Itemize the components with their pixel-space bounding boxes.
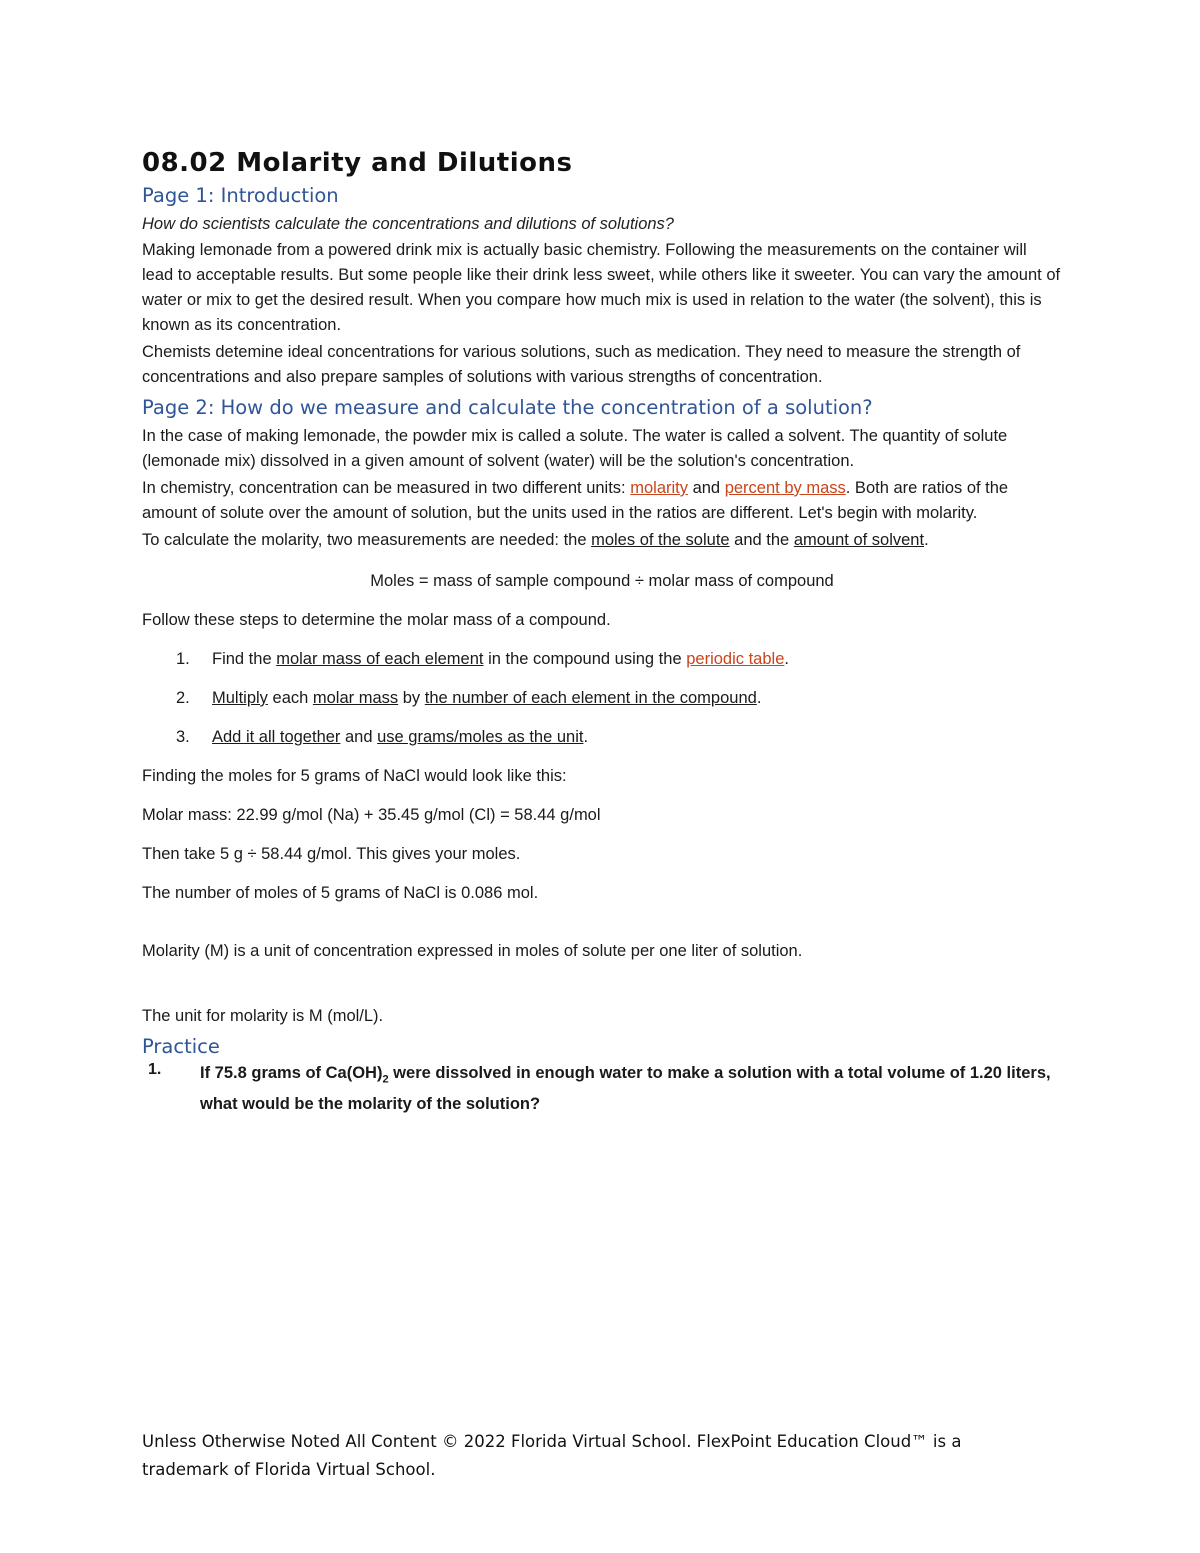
example-result: The number of moles of 5 grams of NaCl is 0.086 mol. [142, 884, 539, 902]
periodic-table-link[interactable]: periodic table [686, 650, 785, 668]
step-text: Find the molar mass of each element in the compound using the periodic table. [212, 650, 789, 668]
list-item [142, 647, 1062, 672]
section-heading-introduction: Page 1: Introduction [142, 184, 339, 207]
list-item [142, 686, 1062, 711]
molar-mass-steps-list [142, 647, 1062, 750]
example-intro: Finding the moles for 5 grams of NaCl would look like this: [142, 767, 567, 785]
intro-paragraph-1: Making lemonade from a powered drink mix is actually basic chemistry. Following the measurements on the container will lead to acceptable results. But some people like their drink less sweet, while others like it sweeter. You can vary the amount of water or mix to get the desired result. When you compare how much mix is used in relation to the water (the solvent), this is known as its concentration. [142, 241, 1061, 334]
amount-of-solvent-term: amount of solvent [793, 531, 925, 549]
section-heading-concentration: Page 2: How do we measure and calculate the concentration of a solution? [142, 396, 873, 419]
step-text: Add it all together and use grams/moles as the unit. [212, 728, 589, 746]
page-title: 08.02 Molarity and Dilutions [142, 148, 573, 178]
step-number: 2. [176, 689, 190, 707]
question-number: 1. [148, 1061, 162, 1078]
intro-paragraph-2: Chemists detemine ideal concentrations for various solutions, such as medication. They need to measure the strength of concentrations and also prepare samples of solutions with various strengths of concentration. [142, 343, 1021, 386]
example-molar-mass: Molar mass: 22.99 g/mol (Na) + 35.45 g/mol (Cl) = 58.44 g/mol [142, 806, 601, 824]
moles-formula: Moles = mass of sample compound ÷ molar mass of compound [370, 572, 834, 590]
section-heading-practice: Practice [142, 1035, 220, 1058]
guiding-question: How do scientists calculate the concentrations and dilutions of solutions? [142, 215, 674, 233]
example-division: Then take 5 g ÷ 58.44 g/mol. This gives your moles. [142, 845, 521, 863]
question-text: If 75.8 grams of $Ca(OH)_2$ were dissolved in enough water to make a solution with a total volume of 1.20 liters, what would be the molarity of the solution? [200, 1064, 1051, 1114]
molarity-link[interactable]: molarity [630, 479, 688, 497]
moles-of-solute-term: moles of the solute [591, 531, 730, 549]
concentration-paragraph-1: In the case of making lemonade, the powder mix is called a solute. The water is called a solvent. The quantity of solute (lemonade mix) dissolved in a given amount of solvent (water) will be the solution's concentration. [142, 427, 1008, 470]
percent-by-mass-link[interactable]: percent by mass [724, 479, 846, 497]
molarity-definition: Molarity (M) is a unit of concentration expressed in moles of solute per one liter of solution. [142, 942, 803, 960]
step-text: Multiply each molar mass by the number of each element in the compound. [212, 689, 762, 707]
steps-intro: Follow these steps to determine the molar mass of a compound. [142, 611, 611, 629]
molarity-unit: The unit for molarity is M (mol/L). [142, 1007, 384, 1025]
practice-question-1 [142, 1061, 1062, 1117]
step-number: 1. [176, 650, 190, 668]
concentration-paragraph-3: To calculate the molarity, two measurements are needed: the moles of the solute and the amount of solvent. [142, 531, 929, 549]
concentration-paragraph-2: In chemistry, concentration can be measured in two different units: molarity and percent by mass. Both are ratios of the amount of solute over the amount of solution, but the units used in the ratios are different. Let's begin with molarity. [142, 479, 1009, 522]
step-number: 3. [176, 728, 190, 746]
copyright-footer: Unless Otherwise Noted All Content © 2022 Florida Virtual School. FlexPoint Education Cloud™ is a trademark of Florida Virtual School. [142, 1432, 962, 1479]
list-item [142, 725, 1062, 750]
document-page [142, 140, 1062, 1117]
